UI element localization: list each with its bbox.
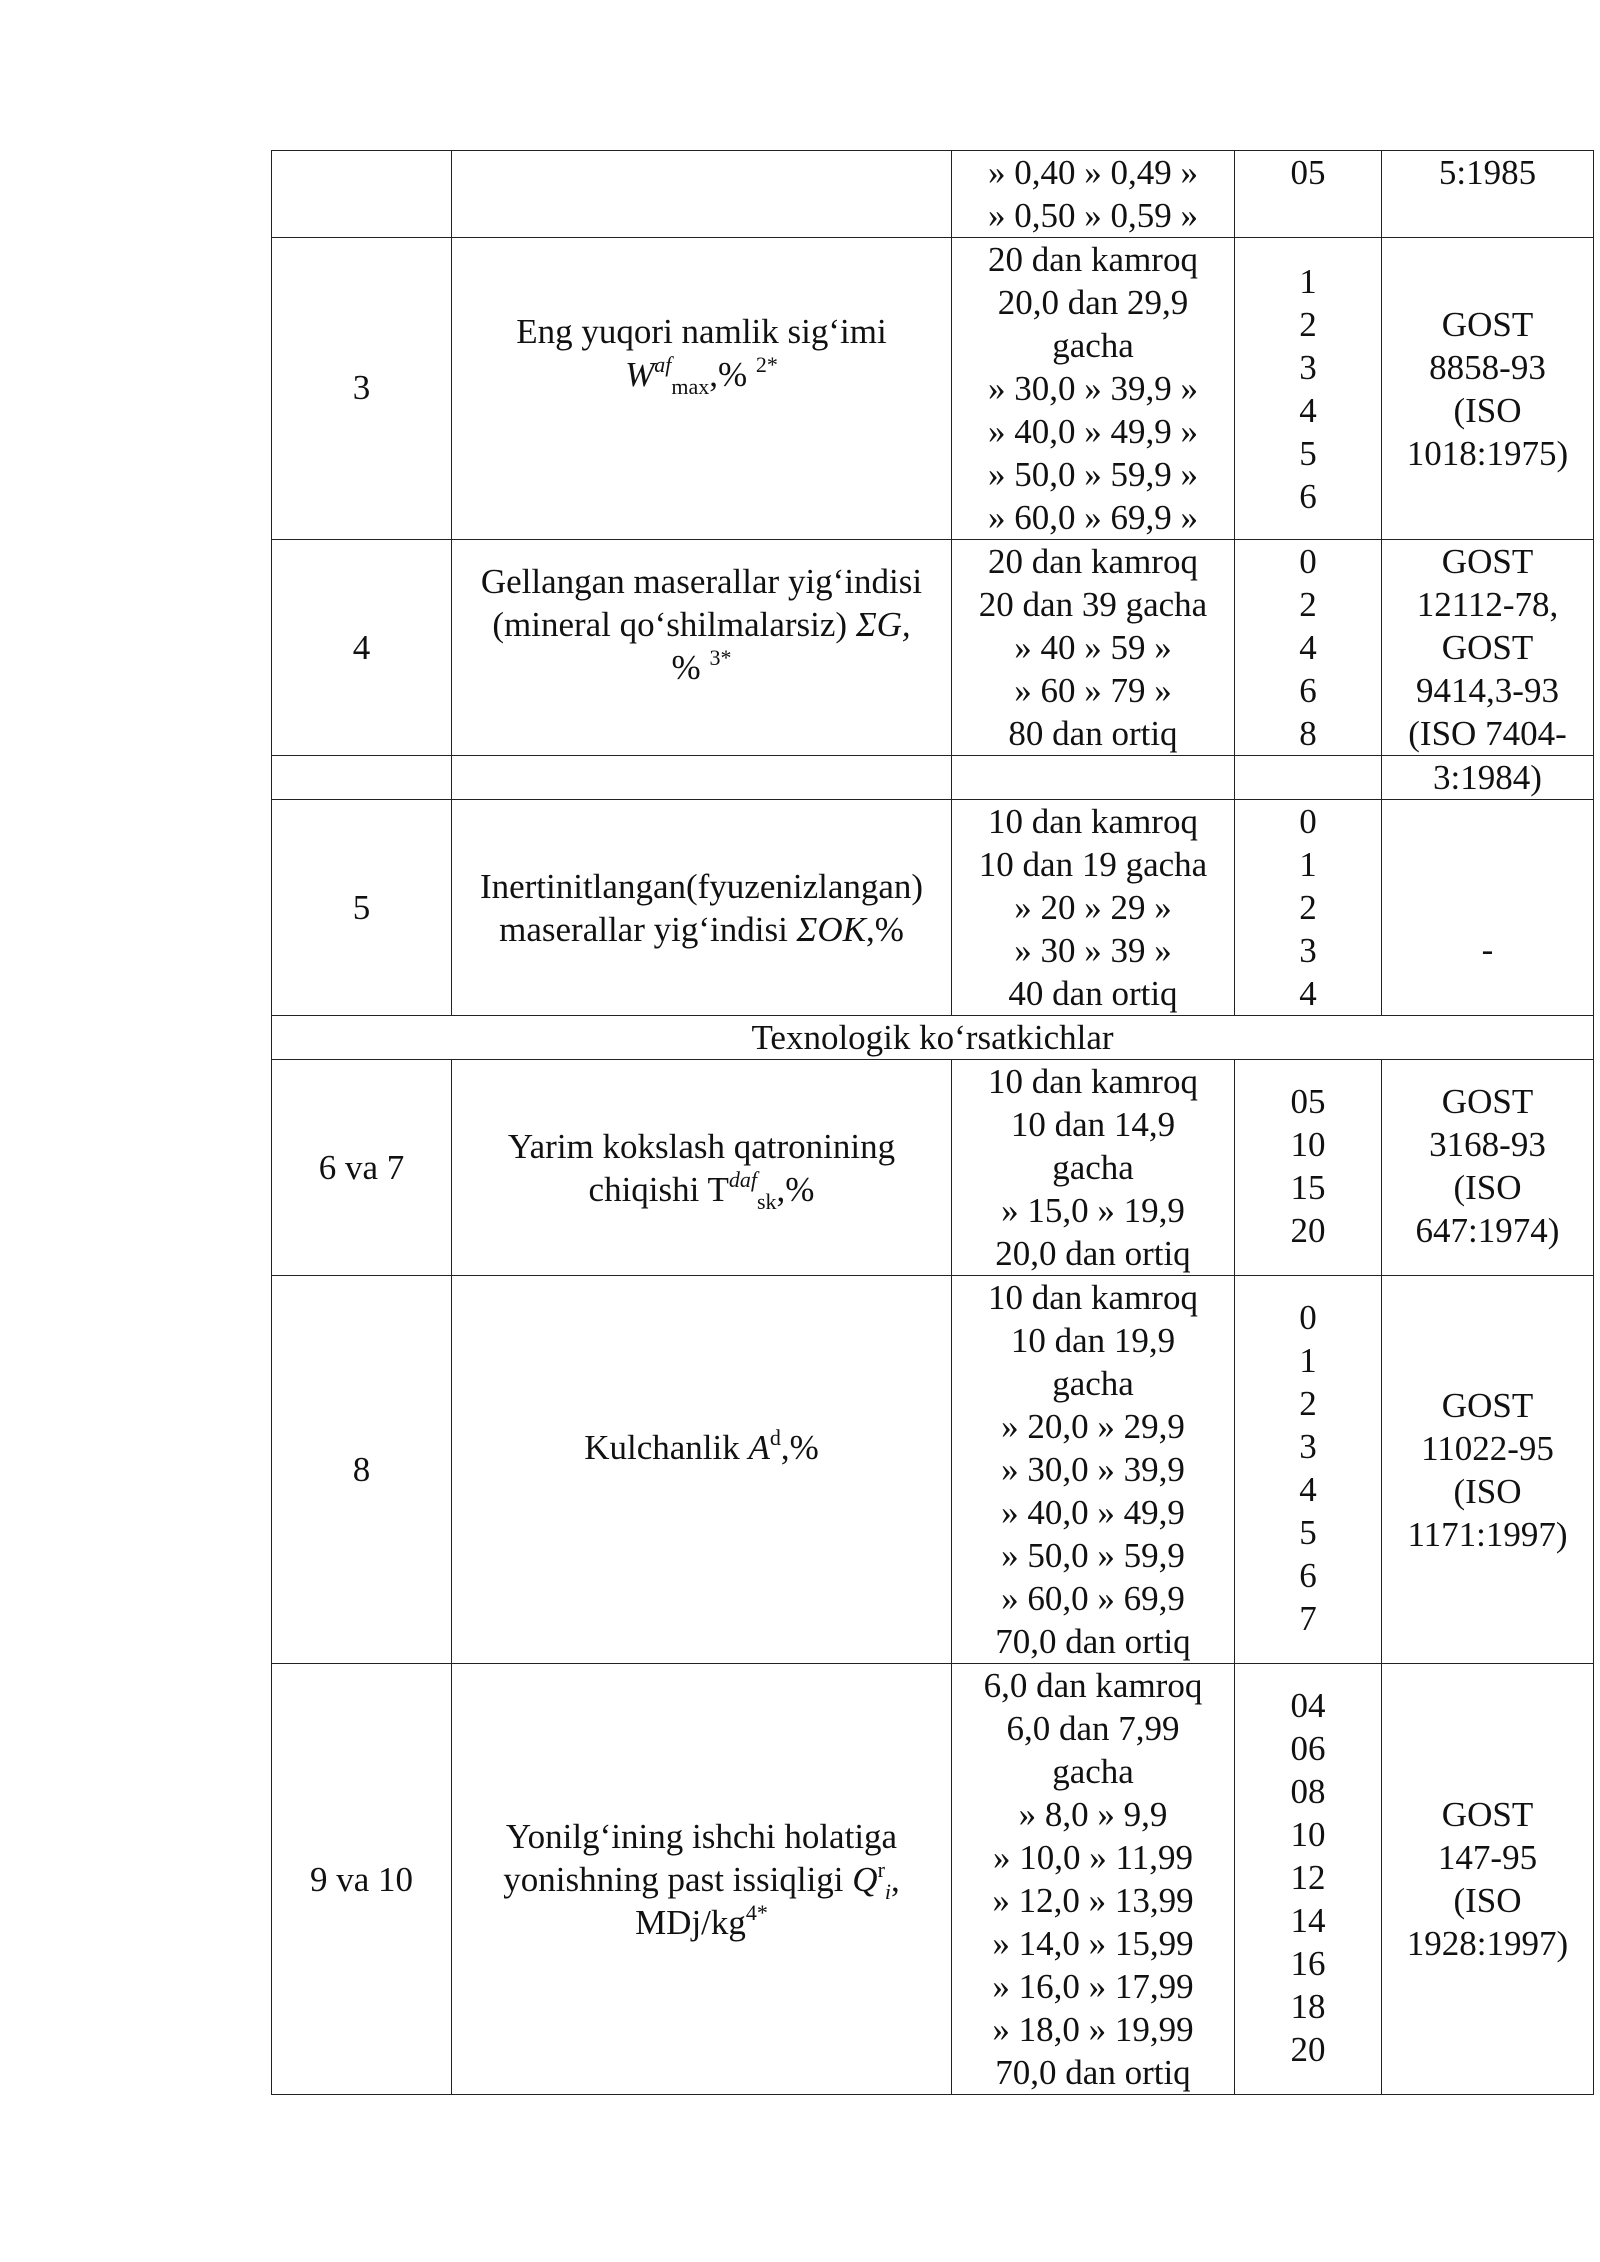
indicator-name-cell xyxy=(452,800,952,1016)
range-value: » 18,0 » 19,99 xyxy=(992,2010,1194,2049)
range-cell xyxy=(952,238,1235,540)
range-cell xyxy=(952,1060,1235,1276)
indicator-name-text: yonishning past issiqligi xyxy=(503,1859,853,1899)
range-value: gacha xyxy=(1052,1752,1134,1791)
range-cell xyxy=(952,540,1235,756)
range-cell xyxy=(952,1276,1235,1664)
range-value: 10 dan 19,9 xyxy=(1010,1321,1176,1360)
code-value: 2 xyxy=(1299,1384,1317,1423)
standard-ref-line: 1928:1997) xyxy=(1406,1924,1569,1963)
range-value: 6,0 dan 7,99 xyxy=(1006,1709,1180,1748)
range-value: 20 dan kamroq xyxy=(988,542,1198,581)
standard-ref-line: 3168-93 xyxy=(1429,1125,1546,1164)
row-number-cell xyxy=(272,1276,452,1664)
table-row xyxy=(272,1060,1594,1276)
formula-subscript: max xyxy=(671,374,710,399)
indicator-name-cell xyxy=(452,1060,952,1276)
standard-ref-line: 8858-93 xyxy=(1429,347,1546,387)
standard-ref-line: (ISO 7404- xyxy=(1408,714,1567,753)
range-value: » 30 » 39 » xyxy=(1014,931,1172,970)
code-cell xyxy=(1235,1276,1382,1664)
standard-ref-cell xyxy=(1382,1664,1594,2095)
code-value: 6 xyxy=(1299,1556,1317,1595)
code-value: 04 xyxy=(1290,1686,1326,1725)
range-value: 40 dan ortiq xyxy=(1008,974,1178,1013)
range-value: » 30,0 » 39,9 xyxy=(1001,1450,1185,1489)
range-value: 10 dan 14,9 xyxy=(1010,1105,1176,1144)
formula-symbol: W xyxy=(625,355,655,394)
indicator-name-cell xyxy=(452,540,952,756)
row-number: 3 xyxy=(352,368,371,407)
standard-ref-line: GOST xyxy=(1441,542,1534,581)
standard-ref-line: GOST xyxy=(1441,1385,1534,1425)
indicator-name-line xyxy=(456,1901,947,1944)
indicator-name-cell xyxy=(452,238,952,540)
range-value: » 16,0 » 17,99 xyxy=(992,1967,1194,2006)
section-heading: Texnologik ko‘rsatkichlar xyxy=(272,1016,1594,1060)
standard-ref-line: GOST xyxy=(1441,1082,1534,1121)
code-cell xyxy=(1235,151,1382,238)
standard-ref-line: GOST xyxy=(1441,304,1534,344)
standard-ref-line: 147-95 xyxy=(1437,1838,1538,1877)
standard-ref-cell xyxy=(1382,1276,1594,1664)
code-value: 16 xyxy=(1290,1944,1326,1983)
code-value: 15 xyxy=(1290,1168,1326,1207)
standard-ref-line: 647:1974) xyxy=(1415,1211,1560,1250)
range-value: 20 dan kamroq xyxy=(988,240,1198,279)
standard-ref-cell xyxy=(1382,800,1594,1016)
standard-ref-line: (ISO xyxy=(1453,1168,1522,1207)
code-value: 05 xyxy=(1290,153,1326,192)
formula-tail: ,% xyxy=(709,355,756,394)
range-value: gacha xyxy=(1052,1148,1134,1187)
range-value: » 60,0 » 69,9 » xyxy=(988,498,1198,537)
range-cell xyxy=(952,756,1235,800)
indicator-name-line xyxy=(456,603,947,646)
row-number: 6 va 7 xyxy=(318,1148,405,1187)
code-value: 1 xyxy=(1299,845,1317,884)
code-value: 8 xyxy=(1299,714,1317,753)
row-number: 4 xyxy=(352,628,371,667)
range-cell xyxy=(952,800,1235,1016)
code-cell xyxy=(1235,800,1382,1016)
row-number-cell xyxy=(272,1664,452,2095)
footnote-marker: 2* xyxy=(755,352,778,377)
row-number: 5 xyxy=(352,888,371,927)
indicator-name-line xyxy=(456,908,947,951)
formula-superscript: d xyxy=(769,1425,781,1450)
code-value: 4 xyxy=(1299,391,1317,430)
range-value: » 40,0 » 49,9 xyxy=(1001,1493,1185,1532)
standard-ref-line: 1018:1975) xyxy=(1406,433,1569,473)
code-value: 3 xyxy=(1299,931,1317,970)
formula-symbol: ΣG, xyxy=(855,605,911,644)
code-cell xyxy=(1235,1664,1382,2095)
range-value: » 40,0 » 49,9 » xyxy=(988,412,1198,451)
code-value: 6 xyxy=(1299,671,1317,710)
indicator-name-line xyxy=(456,646,947,689)
code-value: 1 xyxy=(1299,1341,1317,1380)
code-value: 14 xyxy=(1290,1901,1326,1940)
indicator-formula xyxy=(456,1856,947,1904)
range-value: » 0,50 » 0,59 » xyxy=(988,196,1198,235)
formula-superscript: daf xyxy=(728,1166,757,1192)
code-value: 0 xyxy=(1299,1298,1317,1337)
range-value: » 40 » 59 » xyxy=(1014,628,1172,667)
range-value: » 10,0 » 11,99 xyxy=(993,1838,1193,1877)
code-value: 0 xyxy=(1299,802,1317,841)
standard-ref-cell xyxy=(1382,238,1594,540)
formula-superscript: r xyxy=(877,1856,885,1882)
row-number: 8 xyxy=(352,1450,371,1489)
code-cell xyxy=(1235,756,1382,800)
footnote-marker: 4* xyxy=(745,1899,768,1925)
range-value: » 60 » 79 » xyxy=(1014,671,1172,710)
range-value: 70,0 dan ortiq xyxy=(995,2053,1191,2092)
range-value: » 20 » 29 » xyxy=(1014,888,1172,927)
range-value: 80 dan ortiq xyxy=(1008,714,1178,753)
classification-table xyxy=(271,150,1594,2095)
row-number-cell xyxy=(272,1060,452,1276)
indicator-name-line: Eng yuqori namlik sig‘imi xyxy=(516,312,887,351)
range-value: » 20,0 » 29,9 xyxy=(1001,1407,1185,1446)
standard-ref-cell xyxy=(1382,1060,1594,1276)
formula-tail: ,% xyxy=(780,1428,819,1467)
table-row xyxy=(272,540,1594,756)
code-value: 1 xyxy=(1299,262,1317,301)
formula-symbol: ΣOK xyxy=(796,909,866,949)
standard-ref-line: 12112-78, xyxy=(1416,585,1559,624)
indicator-name-line: Yarim kokslash qatronining xyxy=(507,1126,896,1166)
indicator-formula xyxy=(456,1166,947,1214)
indicator-name-line: Inertinitlangan(fyuzenizlangan) xyxy=(479,866,924,906)
formula-tail: ,% xyxy=(865,909,904,949)
standard-ref-line: GOST xyxy=(1441,628,1534,667)
range-value: » 15,0 » 19,9 xyxy=(1001,1191,1185,1230)
range-value: » 12,0 » 13,99 xyxy=(992,1881,1194,1920)
standard-ref-line: 3:1984) xyxy=(1433,758,1542,797)
row-number-cell xyxy=(272,800,452,1016)
code-value: 4 xyxy=(1299,628,1317,667)
code-value: 10 xyxy=(1290,1815,1326,1854)
code-value: 3 xyxy=(1299,348,1317,387)
code-value: 7 xyxy=(1299,1599,1317,1638)
code-value: 20 xyxy=(1290,1211,1326,1250)
range-value: 20,0 dan ortiq xyxy=(995,1234,1191,1273)
row-number-cell xyxy=(272,756,452,800)
indicator-name-text: % xyxy=(671,648,710,687)
code-value: 05 xyxy=(1290,1082,1326,1121)
footnote-marker: 3* xyxy=(709,645,732,670)
table-row xyxy=(272,756,1594,800)
range-value: 10 dan 19 gacha xyxy=(978,845,1208,884)
code-value: 4 xyxy=(1299,1470,1317,1509)
range-value: gacha xyxy=(1052,1364,1134,1403)
range-value: » 50,0 » 59,9 » xyxy=(988,455,1198,494)
code-value: 2 xyxy=(1299,585,1317,624)
row-number: 9 va 10 xyxy=(309,1859,414,1899)
indicator-name-text: MDj/kg xyxy=(635,1902,746,1942)
standard-ref-line: (ISO xyxy=(1453,390,1522,430)
formula-tail: , xyxy=(891,1859,900,1899)
code-cell xyxy=(1235,238,1382,540)
range-value: 10 dan kamroq xyxy=(988,1062,1198,1101)
code-value: 4 xyxy=(1299,974,1317,1013)
section-row xyxy=(272,1016,1594,1060)
formula-symbol: A xyxy=(748,1428,770,1467)
indicator-name-cell xyxy=(452,151,952,238)
standard-ref-line: GOST xyxy=(1441,1795,1534,1834)
range-value: gacha xyxy=(1052,326,1134,365)
indicator-name-text: Kulchanlik xyxy=(584,1428,749,1467)
code-value: 10 xyxy=(1290,1125,1326,1164)
code-value: 2 xyxy=(1299,888,1317,927)
range-cell xyxy=(952,151,1235,238)
indicator-name-text: chiqishi T xyxy=(588,1169,729,1209)
table-row xyxy=(272,1276,1594,1664)
indicator-name-cell xyxy=(452,1276,952,1664)
code-value: 5 xyxy=(1299,1513,1317,1552)
indicator-formula xyxy=(584,1425,819,1467)
formula-symbol: Q xyxy=(852,1859,878,1899)
code-value: 3 xyxy=(1299,1427,1317,1466)
table-row xyxy=(272,1664,1594,2095)
table-row xyxy=(272,238,1594,540)
range-value: » 60,0 » 69,9 xyxy=(1001,1579,1185,1618)
standard-ref-line: (ISO xyxy=(1453,1471,1522,1511)
indicator-name-text: maserallar yig‘indisi xyxy=(499,909,797,949)
table-row xyxy=(272,800,1594,1016)
row-number-cell xyxy=(272,151,452,238)
standard-ref-line: 9414,3-93 xyxy=(1416,671,1559,710)
code-value: 06 xyxy=(1290,1729,1326,1768)
code-value: 18 xyxy=(1290,1987,1326,2026)
standard-ref-line: 5:1985 xyxy=(1438,153,1537,192)
indicator-name-cell xyxy=(452,756,952,800)
table-row xyxy=(272,151,1594,238)
range-value: » 8,0 » 9,9 xyxy=(1018,1795,1168,1834)
standard-ref-cell xyxy=(1382,756,1594,800)
code-value: 20 xyxy=(1290,2030,1326,2069)
code-cell xyxy=(1235,1060,1382,1276)
code-value: 0 xyxy=(1299,542,1317,581)
range-cell xyxy=(952,1664,1235,2095)
formula-subscript: sk xyxy=(756,1188,777,1214)
range-value: 10 dan kamroq xyxy=(988,1278,1198,1317)
code-value: 2 xyxy=(1299,305,1317,344)
standard-ref-line: (ISO xyxy=(1453,1881,1522,1920)
range-value: » 14,0 » 15,99 xyxy=(992,1924,1194,1963)
indicator-name-cell xyxy=(452,1664,952,2095)
standard-ref-line: 11022-95 xyxy=(1421,1428,1554,1468)
indicator-name-text: (mineral qo‘shilmalarsiz) xyxy=(492,605,856,644)
indicator-name-line: Yonilg‘ining ishchi holatiga xyxy=(505,1816,898,1856)
range-value: 70,0 dan ortiq xyxy=(995,1622,1191,1661)
range-value: » 30,0 » 39,9 » xyxy=(988,369,1198,408)
code-value: 5 xyxy=(1299,434,1317,473)
code-value: 12 xyxy=(1290,1858,1326,1897)
standard-ref-cell xyxy=(1382,151,1594,238)
row-number-cell xyxy=(272,238,452,540)
range-value: » 50,0 » 59,9 xyxy=(1001,1536,1185,1575)
range-value: 20 dan 39 gacha xyxy=(978,585,1208,624)
code-cell xyxy=(1235,540,1382,756)
range-value: 20,0 dan 29,9 xyxy=(997,283,1189,322)
range-value: 6,0 dan kamroq xyxy=(983,1666,1203,1705)
code-value: 08 xyxy=(1290,1772,1326,1811)
code-value: 6 xyxy=(1299,477,1317,516)
range-value: » 0,40 » 0,49 » xyxy=(988,153,1198,192)
range-value: 10 dan kamroq xyxy=(988,802,1198,841)
row-number-cell xyxy=(272,540,452,756)
indicator-formula xyxy=(456,352,947,399)
formula-tail: ,% xyxy=(776,1169,815,1209)
indicator-name-line: Gellangan maserallar yig‘indisi xyxy=(480,562,923,601)
standard-ref-line: 1171:1997) xyxy=(1407,1514,1568,1554)
standard-ref-line: - xyxy=(1481,930,1494,969)
formula-superscript: af xyxy=(654,352,672,377)
standard-ref-cell xyxy=(1382,540,1594,756)
formula-subscript: i xyxy=(884,1878,892,1904)
